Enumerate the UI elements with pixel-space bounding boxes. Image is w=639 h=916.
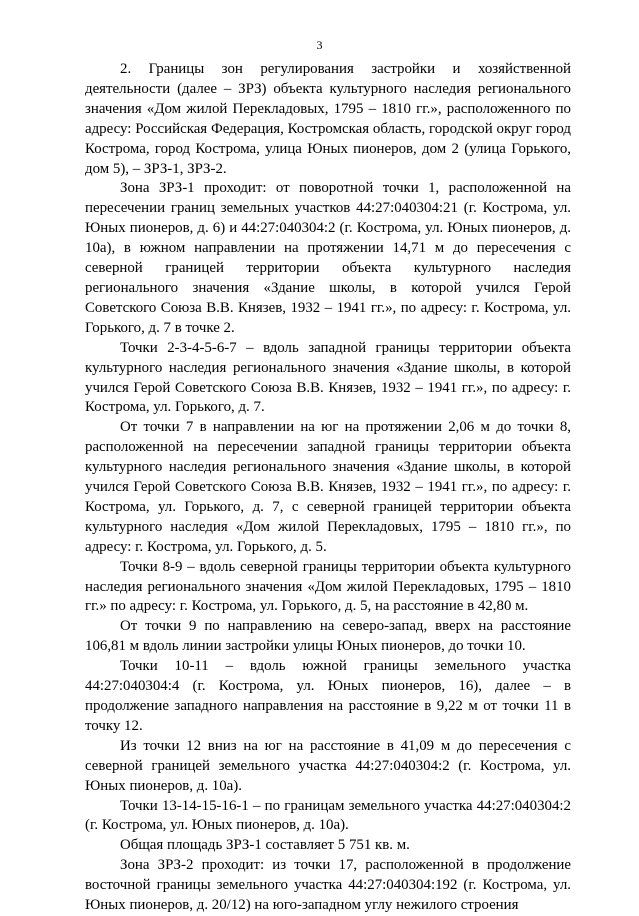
paragraph: Общая площадь ЗРЗ-1 составляет 5 751 кв. м. [120,837,410,854]
paragraph: Точки 2-3-4-5-6-7 – вдоль западной границы территории объекта культурного наследия регионального значения «Здание школы, в которой учился Герой Советского Союза В.В. Князев, 1932 – 1941 гг.», по адресу: г. Кострома, ул. Горького, д. 7. [85,339,571,416]
paragraph: Зона ЗРЗ-1 проходит: от поворотной точки 1, расположенной на пересечении границ земельных участков 44:27:040304:21 (г. Кострома, ул. Юных пионеров, д. 6) и 44:27:040304:2 (г. Кострома, ул. Юных пионеров, д. 10а), в южном направлении на протяжении 14,71 м до пересечения с северной границей территории объекта культурного наследия регионального значения «Здание школы, в которой учился Герой Советского Союза В.В. Князев, 1932 – 1941 гг.», по адресу: г. Кострома, ул. Горького, д. 7 в точке 2. [85,180,571,336]
paragraph: Точки 8-9 – вдоль северной границы территории объекта культурного наследия регионального значения «Дом жилой Перекладовых, 1795 – 1810 гг.» по адресу: г. Кострома, ул. Горького, д. 5, на расстояние в 42,80 м. [85,558,571,615]
paragraph: От точки 7 в направлении на юг на протяжении 2,06 м до точки 8, расположенной на пересечении западной границы территории объекта культурного наследия регионального значения «Здание школы, в которой учился Герой Советского Союза В.В. Князев, 1932 – 1941 гг.», по адресу: г. Кострома, ул. Горького, д. 7, с северной границей территории объекта культурного наследия «Дом жилой Перекладовых, 1795 – 1810 гг.», по адресу: г. Кострома, ул. Горького, д. 5. [85,419,571,555]
paragraph: От точки 9 по направлению на северо-запад, вверх на расстояние 106,81 м вдоль линии застройки улицы Юных пионеров, до точки 10. [85,618,571,655]
document-body [85,60,571,916]
paragraph: 2. Границы зон регулирования застройки и хозяйственной деятельности (далее – ЗРЗ) объекта культурного наследия регионального значения «Дом жилой Перекладовых, 1795 – 1810 гг.», расположенного по адресу: Российская Федерация, Костромская область, городской округ город Кострома, город Кострома, улица Юных пионеров, дом 2 (улица Горького, дом 5), – ЗРЗ-1, ЗРЗ-2. [85,61,571,177]
paragraph: Точки 10-11 – вдоль южной границы земельного участка 44:27:040304:4 (г. Кострома, ул. Юных пионеров, 16), далее – в продолжение западного направления на расстояние в 9,22 м от точки 11 в точку 12. [85,658,571,734]
paragraph: Зона ЗРЗ-2 проходит: из точки 17, расположенной в продолжение восточной границы земельного участка 44:27:040304:192 (г. Кострома, ул. Юных пионеров, д. 20/12) на юго-западном углу нежилого строения [85,857,571,914]
page-number: 3 [316,38,323,52]
paragraph: Из точки 12 вниз на юг на расстояние в 41,09 м до пересечения с северной границей земельного участка 44:27:040304:2 (г. Кострома, ул. Юных пионеров, д. 10а). [85,737,571,794]
paragraph: Точки 13-14-15-16-1 – по границам земельного участка 44:27:040304:2 (г. Кострома, ул. Юных пионеров, д. 10а). [85,797,571,834]
